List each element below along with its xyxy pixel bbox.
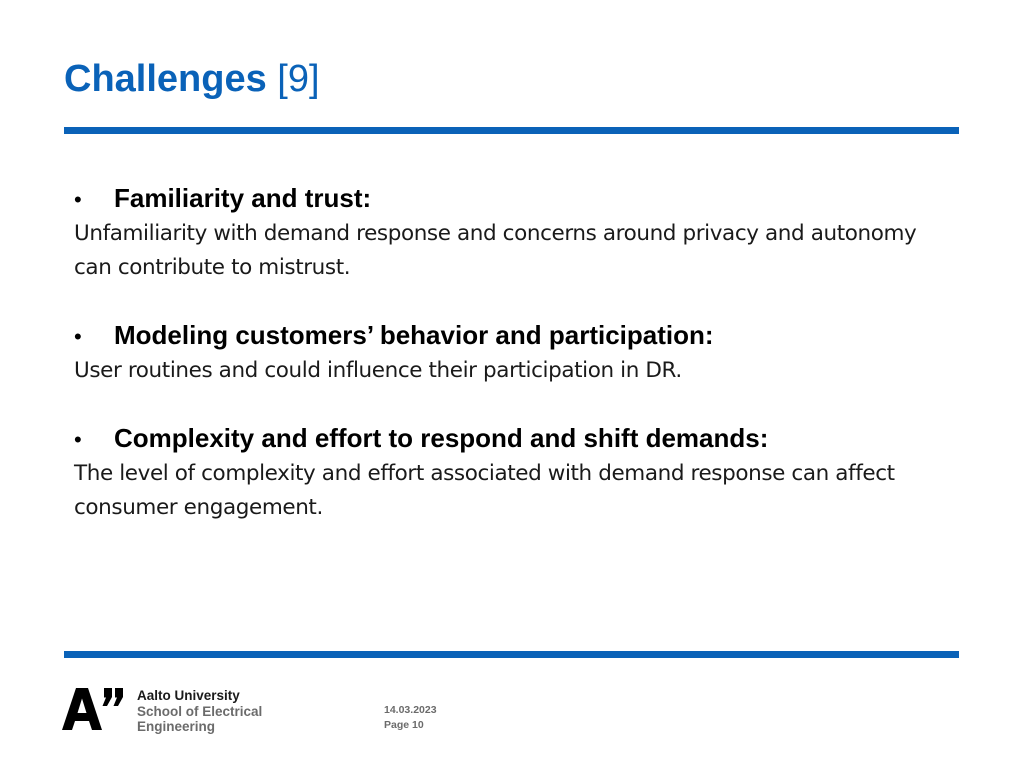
org-school-line2: Engineering <box>137 719 216 734</box>
logo-letter-a <box>62 688 102 730</box>
bullet-body: Unfamiliarity with demand response and concerns around privacy and autonomy can contribute to mistrust. <box>74 221 917 280</box>
slide-title <box>64 56 320 102</box>
slide-title-reference: [9] <box>277 58 320 100</box>
bullet-marker: • <box>74 427 82 452</box>
bullet-body: User routines and could influence their participation in DR. <box>74 358 682 383</box>
bullet-body: The level of complexity and effort associated with demand response can affect consumer engagement. <box>74 461 895 520</box>
logo-quote-mark-left <box>103 688 113 706</box>
organization-name <box>137 688 262 735</box>
slide-title-text: Challenges <box>64 58 267 100</box>
logo-quote-mark-right <box>114 688 124 706</box>
aalto-a-logo-icon <box>62 688 124 730</box>
slide-meta <box>384 703 437 733</box>
bullet-modeling-behavior <box>74 318 954 388</box>
bullet-heading: Familiarity and trust: <box>114 183 372 213</box>
bullet-marker: • <box>74 324 82 349</box>
org-school-line1: School of Electrical <box>137 703 263 719</box>
bullet-complexity-effort <box>74 421 954 525</box>
bottom-divider <box>64 651 959 658</box>
bullet-heading: Complexity and effort to respond and shift demands: <box>114 423 769 453</box>
org-university: Aalto University <box>137 688 240 703</box>
page-number: Page 10 <box>384 719 424 731</box>
bullet-marker: • <box>74 187 82 212</box>
slide-date: 14.03.2023 <box>384 704 437 716</box>
bullet-familiarity-trust <box>74 181 954 285</box>
bullet-heading: Modeling customers’ behavior and participation: <box>114 320 714 350</box>
top-divider <box>64 127 959 134</box>
